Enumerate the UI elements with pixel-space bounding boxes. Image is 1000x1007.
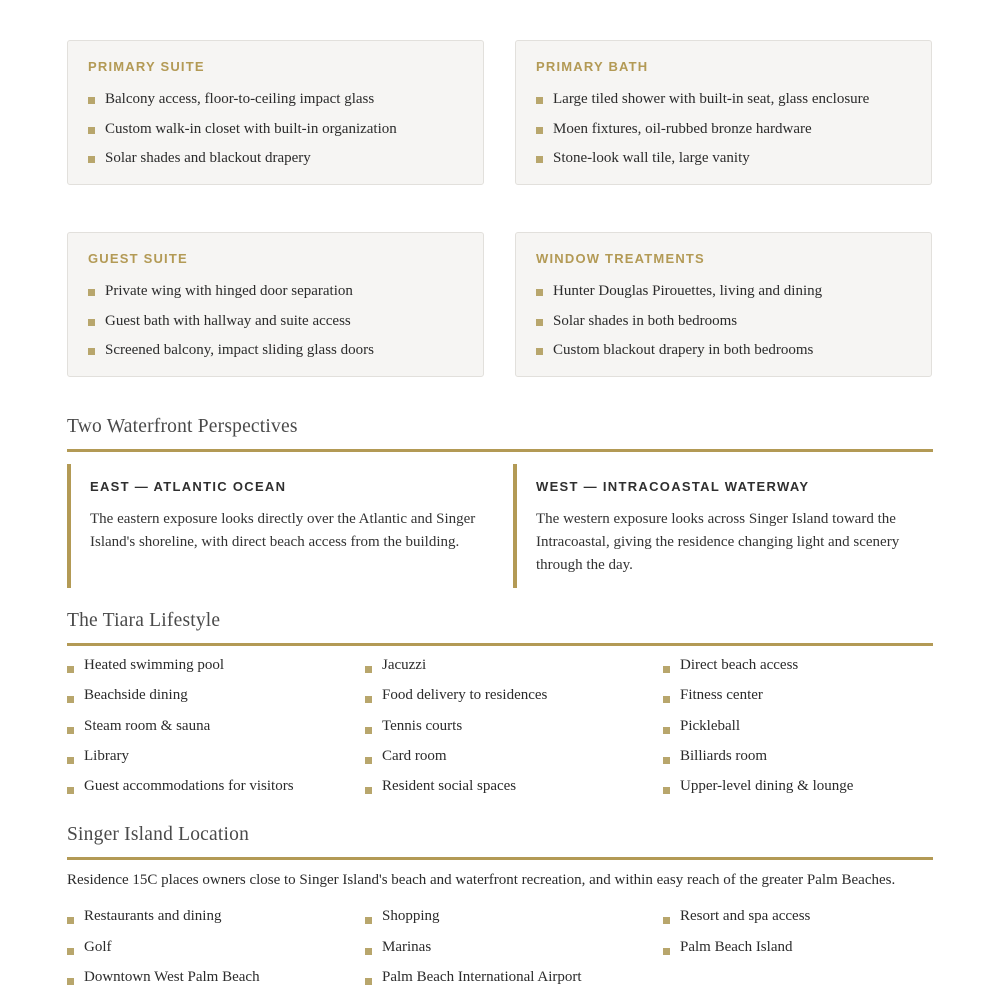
list-item: Heated swimming pool bbox=[67, 657, 365, 687]
card-title: WINDOW TREATMENTS bbox=[536, 251, 705, 266]
list-item: Screened balcony, impact sliding glass doors bbox=[88, 336, 463, 366]
list-item: Hunter Douglas Pirouettes, living and dining bbox=[536, 277, 911, 307]
list-item: Beachside dining bbox=[67, 687, 365, 717]
list-item: Guest accommodations for visitors bbox=[67, 778, 365, 808]
list-item: Resident social spaces bbox=[365, 778, 663, 808]
amenities-list bbox=[67, 657, 947, 808]
list-item: Direct beach access bbox=[663, 657, 947, 687]
list-item: Custom walk-in closet with built-in organization bbox=[88, 115, 463, 145]
card-title: PRIMARY BATH bbox=[536, 59, 649, 74]
card-primary-bath bbox=[515, 40, 932, 185]
list-item: Card room bbox=[365, 748, 663, 778]
list-item: Fitness center bbox=[663, 687, 947, 717]
list-item: Balcony access, floor-to-ceiling impact glass bbox=[88, 85, 463, 115]
perspective-title: WEST — INTRACOASTAL WATERWAY bbox=[536, 479, 810, 494]
card-guest-suite bbox=[67, 232, 484, 377]
list-item: Jacuzzi bbox=[365, 657, 663, 687]
list-item: Restaurants and dining bbox=[67, 908, 365, 939]
list-item: Billiards room bbox=[663, 748, 947, 778]
location-intro: Residence 15C places owners close to Singer Island's beach and waterfront recreation, and within easy reach of the greater Palm Beaches. bbox=[67, 872, 896, 888]
list-item: Downtown West Palm Beach bbox=[67, 969, 365, 1000]
section-heading-perspectives bbox=[67, 415, 933, 452]
card-title: GUEST SUITE bbox=[88, 251, 188, 266]
perspective-east bbox=[67, 464, 487, 588]
list-item: Private wing with hinged door separation bbox=[88, 277, 463, 307]
section-heading-text: The Tiara Lifestyle bbox=[67, 610, 221, 631]
list-item: Solar shades in both bedrooms bbox=[536, 307, 911, 337]
perspective-west bbox=[513, 464, 933, 588]
list-item: Guest bath with hallway and suite access bbox=[88, 307, 463, 337]
section-heading-text: Two Waterfront Perspectives bbox=[67, 416, 298, 437]
list-item: Tennis courts bbox=[365, 718, 663, 748]
list-item: Library bbox=[67, 748, 365, 778]
list-item: Custom blackout drapery in both bedrooms bbox=[536, 336, 911, 366]
list-item: Solar shades and blackout drapery bbox=[88, 144, 463, 174]
perspective-text: The western exposure looks across Singer Island toward the Intracoastal, giving the residence changing light and scenery through the day. bbox=[536, 511, 900, 573]
list-item: Marinas bbox=[365, 939, 663, 970]
list-item: Stone-look wall tile, large vanity bbox=[536, 144, 911, 174]
list-item: Pickleball bbox=[663, 718, 947, 748]
card-title: PRIMARY SUITE bbox=[88, 59, 205, 74]
list-item: Large tiled shower with built-in seat, glass enclosure bbox=[536, 85, 911, 115]
perspective-title: EAST — ATLANTIC OCEAN bbox=[90, 479, 287, 494]
card-window-treatments bbox=[515, 232, 932, 377]
list-item: Upper-level dining & lounge bbox=[663, 778, 947, 808]
list-item: Golf bbox=[67, 939, 365, 970]
list-item: Moen fixtures, oil-rubbed bronze hardware bbox=[536, 115, 911, 145]
list-item: Palm Beach International Airport bbox=[365, 969, 663, 1000]
list-item: Palm Beach Island bbox=[663, 939, 947, 970]
perspective-text: The eastern exposure looks directly over the Atlantic and Singer Island's shoreline, with direct beach access from the building. bbox=[90, 511, 476, 550]
section-heading-lifestyle bbox=[67, 609, 933, 646]
list-item: Food delivery to residences bbox=[365, 687, 663, 717]
location-list bbox=[67, 908, 947, 1000]
section-heading-text: Singer Island Location bbox=[67, 824, 250, 845]
list-item: Resort and spa access bbox=[663, 908, 947, 939]
section-heading-location bbox=[67, 823, 933, 860]
card-primary-suite bbox=[67, 40, 484, 185]
list-item: Steam room & sauna bbox=[67, 718, 365, 748]
list-item: Shopping bbox=[365, 908, 663, 939]
